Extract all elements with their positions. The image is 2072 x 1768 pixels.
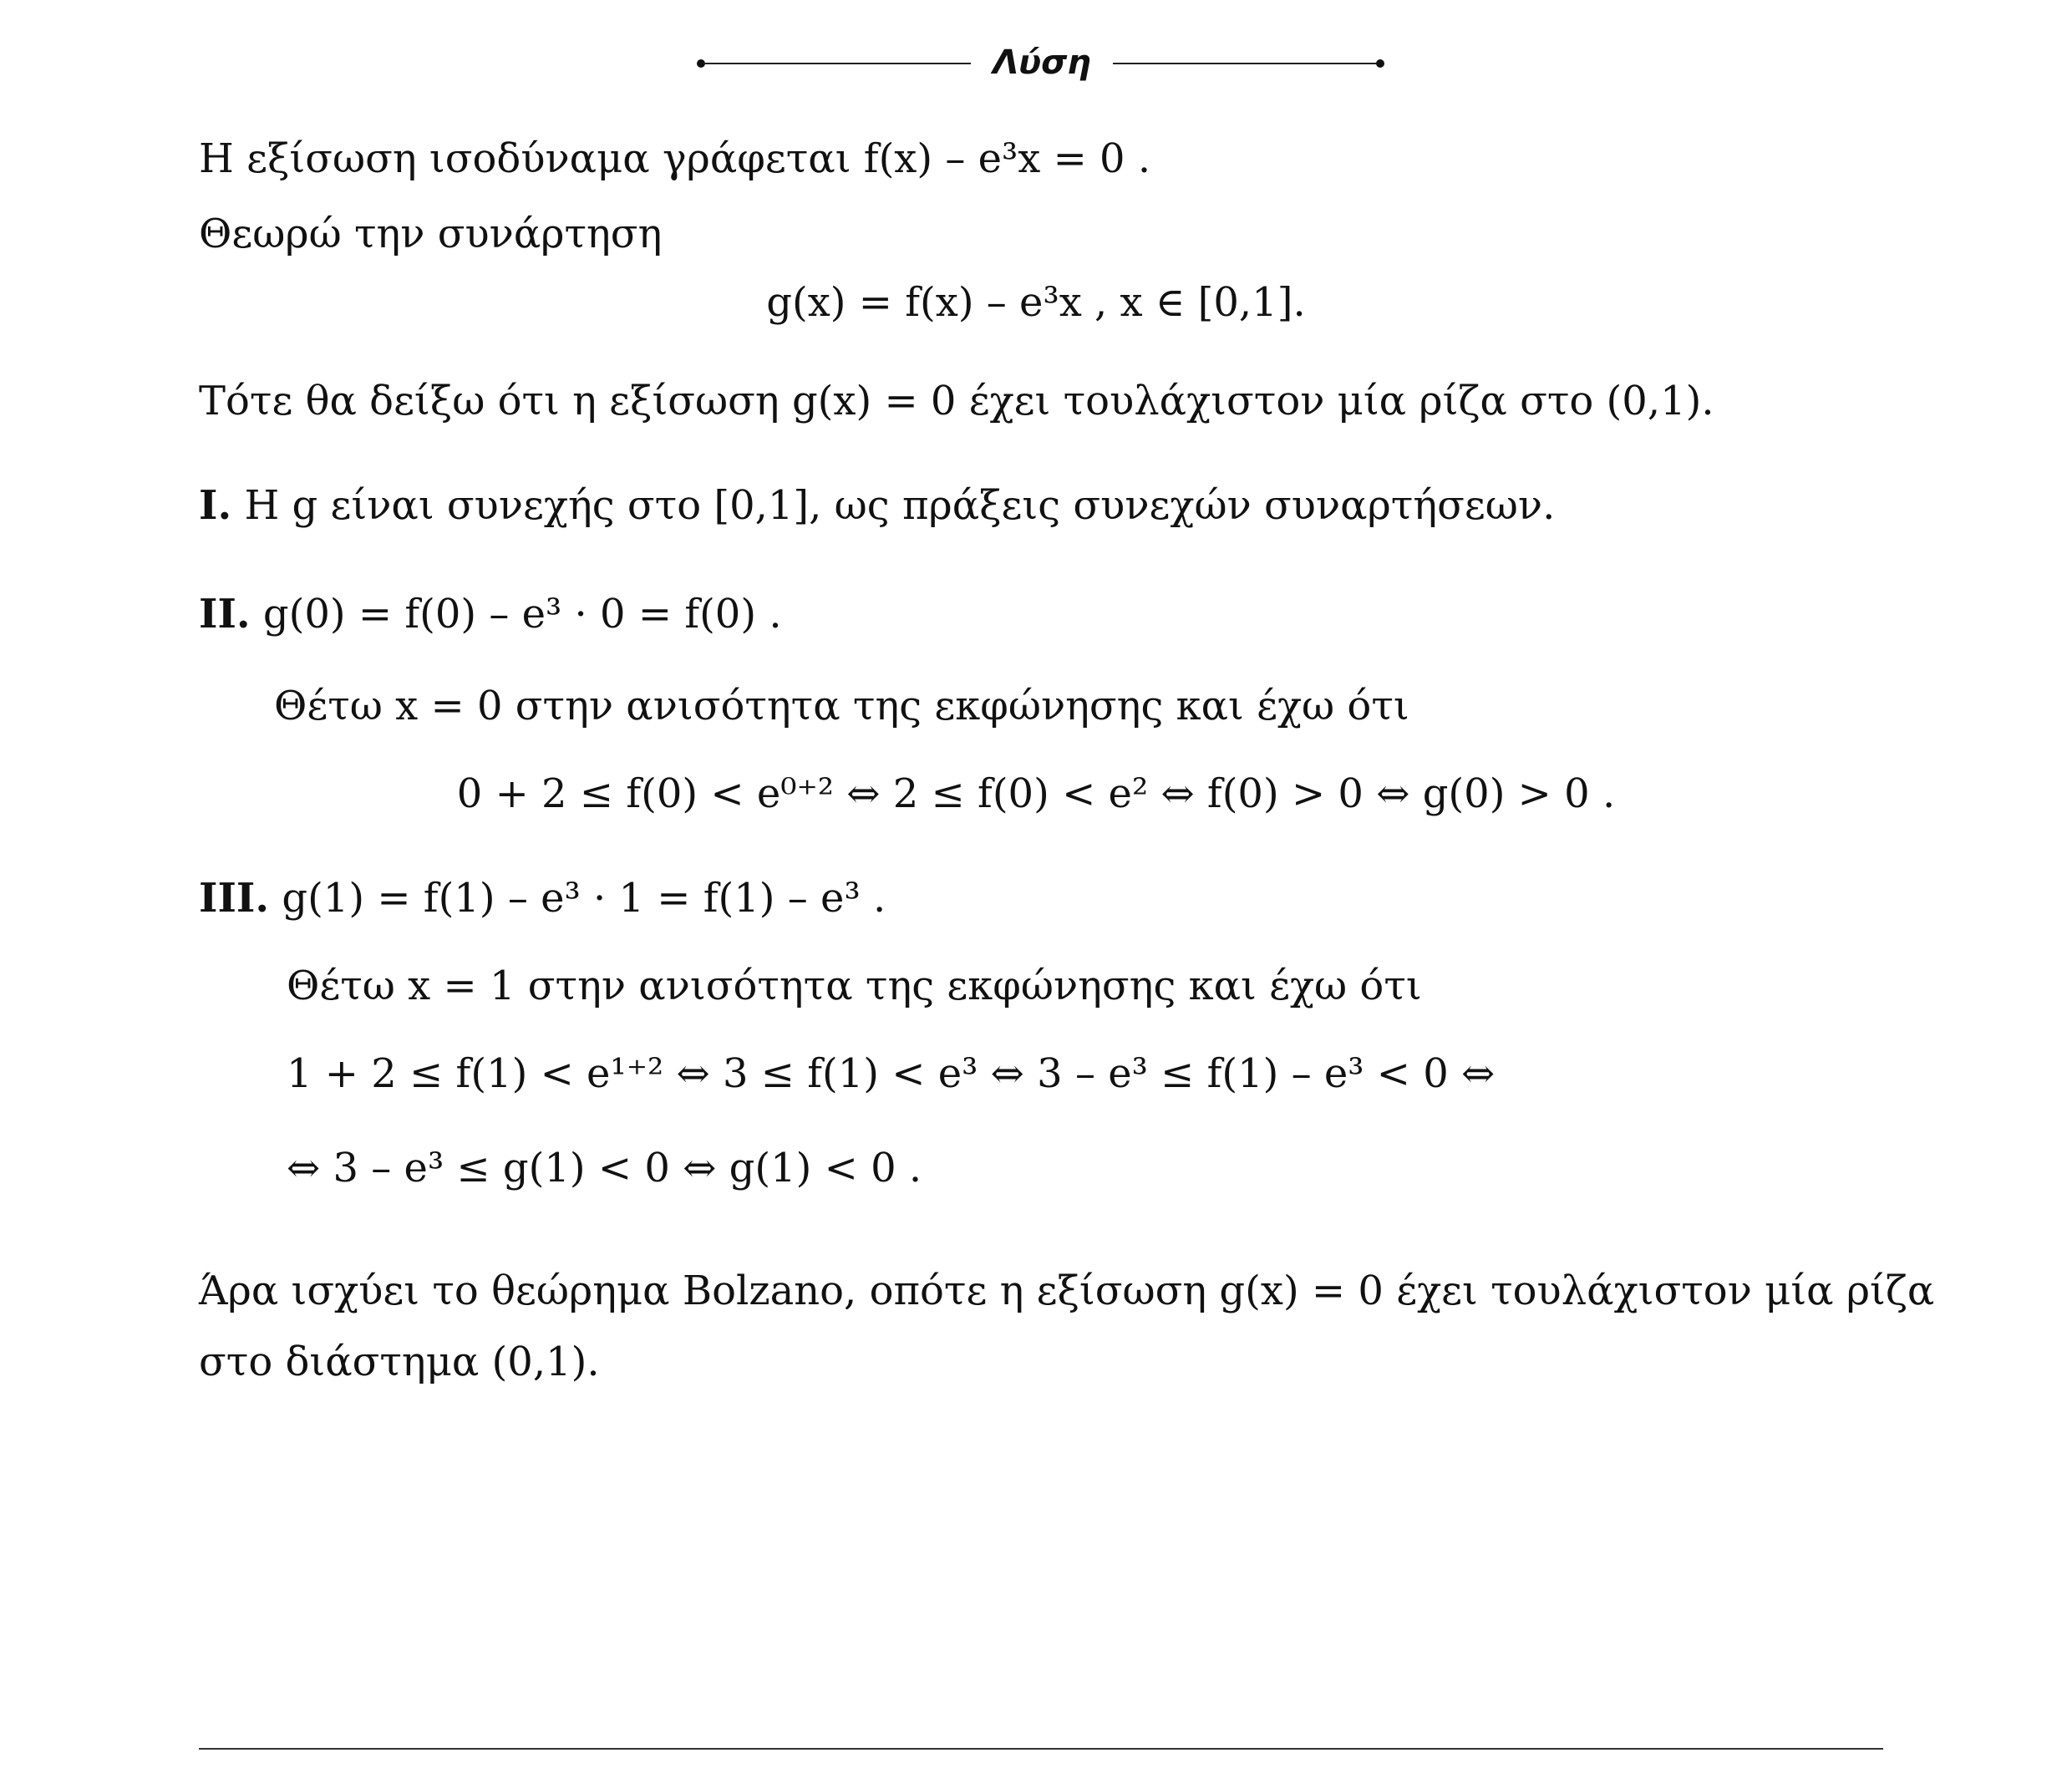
step-1-label: I. (199, 482, 232, 529)
function-definition: g(x) = f(x) – e³x , x ∈ [0,1]. (766, 279, 1306, 326)
section-header (695, 42, 1389, 84)
conclusion-line-2: στο διάστημα (0,1). (199, 1339, 600, 1385)
step-2-sub-2: 0 + 2 ≤ f(0) < e⁰⁺² ⇔ 2 ≤ f(0) < e² ⇔ f(0) > 0 ⇔ g(0) > 0 . (456, 770, 1616, 817)
step-3-text: g(1) = f(1) – e³ · 1 = f(1) – e³ . (282, 875, 886, 922)
step-3-sub-3: ⇔ 3 – e³ ≤ g(1) < 0 ⇔ g(1) < 0 . (287, 1145, 922, 1191)
step-3-sub-2: 1 + 2 ≤ f(1) < e¹⁺² ⇔ 3 ≤ f(1) < e³ ⇔ 3 – e³ ≤ f(1) – e³ < 0 ⇔ (287, 1050, 1496, 1097)
header-title: Λύση (993, 43, 1091, 82)
solution-line-2: Θεωρώ την συνάρτηση (199, 211, 663, 257)
solution-line-1: Η εξίσωση ισοδύναμα γράφεται f(x) – e³x = 0 . (199, 135, 1151, 182)
step-2-sub-1: Θέτω x = 0 στην ανισότητα της εκφώνησης και έχω ότι (274, 683, 1409, 729)
step-1 (199, 480, 1555, 531)
step-3-sub-1: Θέτω x = 1 στην ανισότητα της εκφώνησης και έχω ότι (287, 963, 1422, 1009)
header-dot-right (1376, 59, 1384, 68)
conclusion-line-1: Άρα ισχύει το θεώρημα Bolzano, οπότε η εξίσωση g(x) = 0 έχει τουλάχιστον μία ρίζα (199, 1268, 1935, 1314)
solution-line-4: Τότε θα δείξω ότι η εξίσωση g(x) = 0 έχει τουλάχιστον μία ρίζα στο (0,1). (199, 378, 1714, 424)
step-2-text: g(0) = f(0) – e³ · 0 = f(0) . (262, 591, 782, 638)
step-2-label: II. (199, 591, 251, 638)
step-3 (199, 873, 886, 923)
step-3-label: III. (199, 875, 270, 922)
header-rule-left (703, 63, 971, 64)
step-1-text: Η g είναι συνεχής στο [0,1], ως πράξεις συνεχών συναρτήσεων. (244, 482, 1556, 529)
footer-rule (199, 1748, 1883, 1750)
header-rule-right (1113, 63, 1380, 64)
step-2 (199, 589, 782, 639)
